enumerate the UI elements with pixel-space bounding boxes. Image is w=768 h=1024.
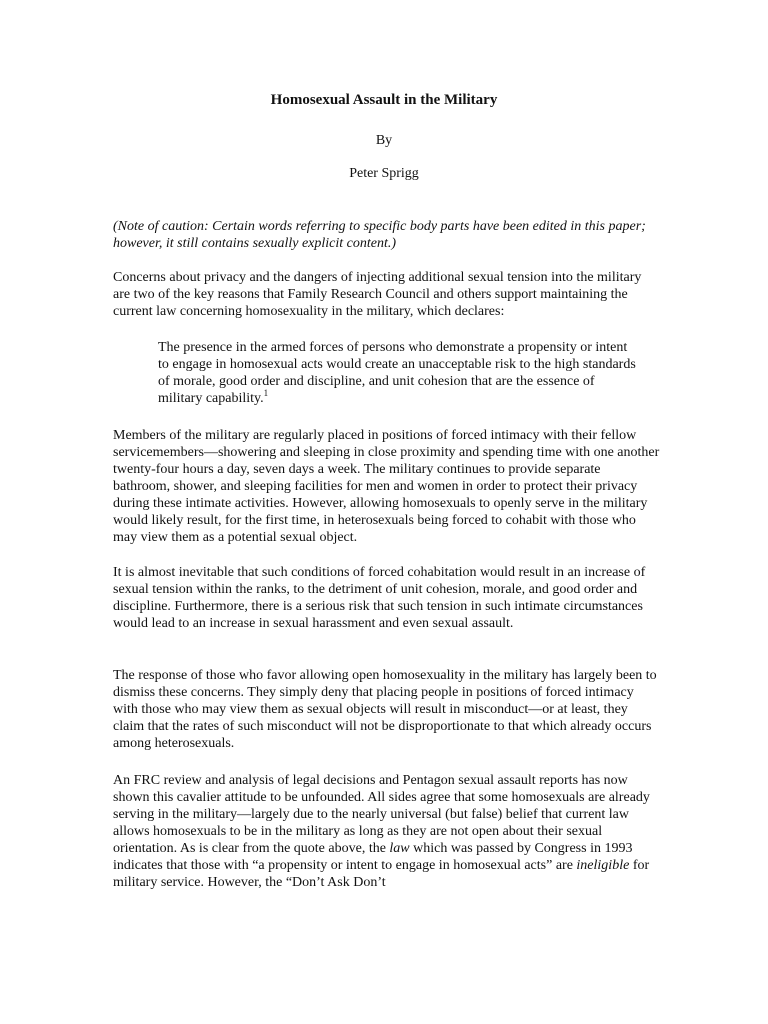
emphasis-law: law <box>389 841 410 856</box>
paragraph-1: Concerns about privacy and the dangers of injecting additional sexual tension into the military are two of the key reasons that Family Research Council and others support maintaining the current law concerning homosexuality in the military, which declares: <box>113 270 642 319</box>
paragraph-5-text-c: for military service. However, the “Don’t Ask Don’t <box>113 858 650 890</box>
block-quote <box>158 339 638 407</box>
block-quote-text: The presence in the armed forces of persons who demonstrate a propensity or intent to engage in homosexual acts would create an unacceptable risk to the high standards of morale, good order and discipline, and unit cohesion that are the essence of military capability. <box>158 340 636 406</box>
footnote-marker: 1 <box>263 388 269 398</box>
paragraph-5-text-b: which was passed by Congress in 1993 indicates that those with “a propensity or intent to engage in homosexual acts” are <box>113 841 633 873</box>
caution-note: (Note of caution: Certain words referring to specific body parts have been edited in this paper; however, it still contains sexually explicit content.) <box>113 219 646 251</box>
author-name: Peter Sprigg <box>349 166 419 181</box>
paragraph-5 <box>113 772 661 891</box>
paragraph-2: Members of the military are regularly placed in positions of forced intimacy with their fellow servicemembers—showering and sleeping in close proximity and spending time with one another twenty-four hours a day, seven days a week. The military continues to provide separate bathroom, shower, and sleeping facilities for men and women in order to protect their privacy during these intimate activities. However, allowing homosexuals to openly serve in the military would likely result, for the first time, in heterosexuals being forced to cohabit with those who may view them as a potential sexual object. <box>113 428 660 545</box>
emphasis-ineligible: ineligible <box>576 858 630 873</box>
document-title: Homosexual Assault in the Military <box>270 92 498 108</box>
paragraph-5-text-a: An FRC review and analysis of legal decisions and Pentagon sexual assault reports has now shown this cavalier attitude to be unfounded. All sides agree that some homosexuals are already serving in the military—largely due to the nearly universal (but false) belief that current law allows homosexuals to be in the military as long as they are not open about their sexual orientation. As is clear from the quote above, the <box>113 773 650 856</box>
paragraph-4: The response of those who favor allowing open homosexuality in the military has largely been to dismiss these concerns. They simply deny that placing people in positions of forced intimacy with those who may view them as sexual objects will result in misconduct—or at least, they claim that the rates of such misconduct will not be disproportionate to that which already occurs among heterosexuals. <box>113 668 657 751</box>
byline-label: By <box>375 133 393 148</box>
paragraph-3: It is almost inevitable that such conditions of forced cohabitation would result in an increase of sexual tension within the ranks, to the detriment of unit cohesion, morale, and good order and discipline. Furthermore, there is a serious risk that such tension in such intimate circumstances would lead to an increase in sexual harassment and even sexual assault. <box>113 565 646 631</box>
